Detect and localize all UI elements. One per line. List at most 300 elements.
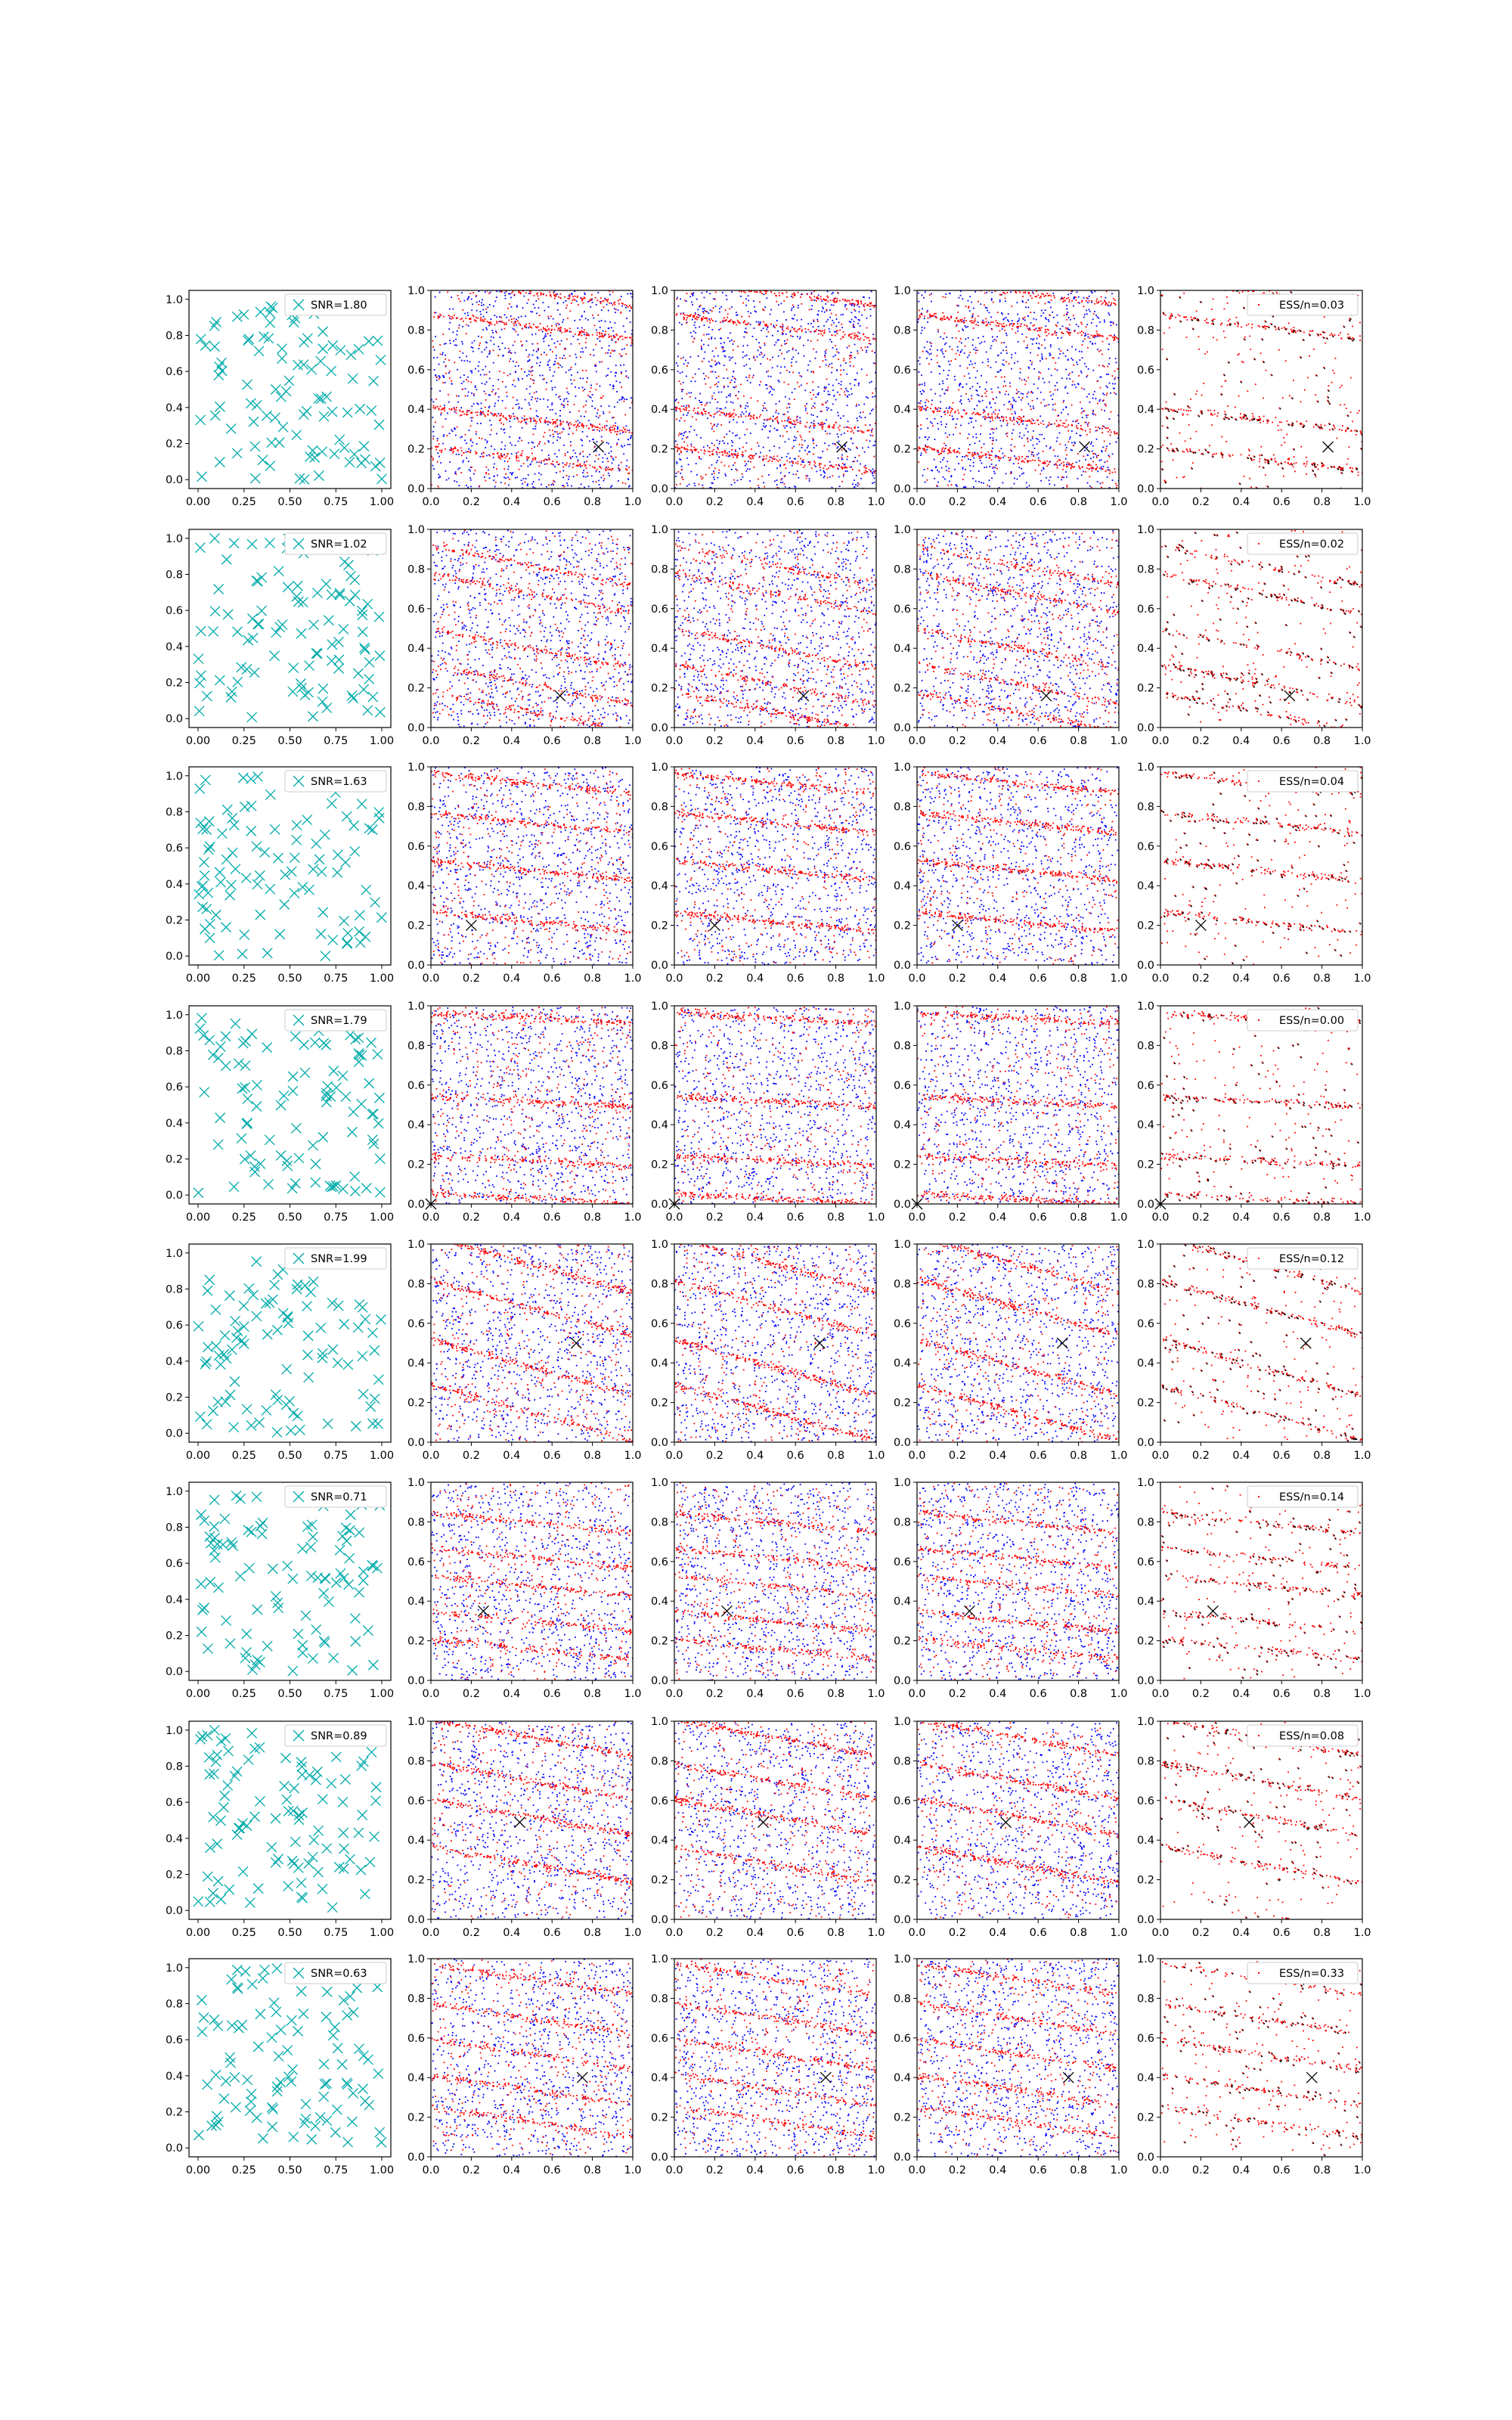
blue-point xyxy=(991,346,993,347)
red-point xyxy=(925,451,927,453)
red-point xyxy=(847,430,848,432)
red-point xyxy=(485,416,486,417)
red-point xyxy=(610,432,612,433)
red-point xyxy=(590,387,592,389)
blue-point xyxy=(455,471,457,473)
red-point xyxy=(623,427,624,429)
red-point xyxy=(451,316,453,318)
red-point xyxy=(788,383,789,385)
blue-point xyxy=(511,474,513,476)
blue-point xyxy=(750,433,751,434)
red-point xyxy=(859,455,860,457)
red-point xyxy=(733,416,734,417)
red-point xyxy=(708,286,710,287)
blue-point xyxy=(507,469,509,470)
red-point xyxy=(719,288,720,290)
red-point xyxy=(481,287,482,289)
blue-point xyxy=(835,399,837,401)
blue-point xyxy=(1038,371,1040,373)
blue-point xyxy=(828,383,829,385)
red-point xyxy=(773,458,774,460)
red-point xyxy=(533,324,534,325)
blue-point xyxy=(677,463,678,464)
red-point xyxy=(835,345,836,346)
red-point xyxy=(1085,471,1086,473)
red-point xyxy=(742,451,744,453)
red-point xyxy=(699,484,700,486)
red-point xyxy=(857,332,859,334)
blue-point xyxy=(758,342,760,343)
blue-point xyxy=(1070,358,1072,359)
sample-point xyxy=(250,473,260,483)
blue-point xyxy=(466,360,468,361)
blue-point xyxy=(769,392,770,394)
red-point xyxy=(804,465,806,467)
blue-point xyxy=(977,383,978,384)
red-point xyxy=(919,446,920,448)
blue-point xyxy=(720,392,722,393)
blue-point xyxy=(739,438,741,439)
blue-point xyxy=(801,326,802,327)
red-point xyxy=(460,351,461,352)
blue-point xyxy=(1012,354,1013,355)
red-point xyxy=(680,281,681,282)
blue-point xyxy=(967,357,968,358)
blue-point xyxy=(512,384,513,386)
red-point xyxy=(591,299,593,300)
red-point xyxy=(575,424,576,426)
blue-point xyxy=(1086,414,1087,416)
red-point xyxy=(614,304,615,306)
blue-point xyxy=(582,472,584,473)
red-point xyxy=(457,284,459,286)
blue-point xyxy=(817,423,819,424)
blue-point xyxy=(1084,335,1086,337)
blue-point xyxy=(569,476,570,477)
blue-point xyxy=(489,405,491,407)
blue-point xyxy=(742,352,744,353)
blue-point xyxy=(1018,397,1020,399)
red-point xyxy=(869,469,870,470)
blue-point xyxy=(740,296,742,297)
red-point xyxy=(683,282,684,284)
red-point xyxy=(533,383,534,384)
red-point xyxy=(711,359,713,361)
red-point xyxy=(841,467,842,468)
blue-point xyxy=(553,436,554,438)
blue-point xyxy=(990,316,992,318)
red-point xyxy=(713,449,714,451)
blue-point xyxy=(1101,450,1102,451)
blue-point xyxy=(591,405,593,407)
blue-point xyxy=(1063,476,1064,478)
red-point xyxy=(801,436,802,438)
blue-point xyxy=(491,413,493,414)
red-point xyxy=(503,424,504,425)
blue-point xyxy=(516,324,517,326)
red-point xyxy=(441,451,442,453)
red-point xyxy=(1005,298,1006,299)
blue-point xyxy=(1041,434,1043,436)
blue-point xyxy=(686,458,688,459)
red-point xyxy=(820,296,822,297)
red-point xyxy=(792,296,794,298)
sample-point xyxy=(348,374,358,383)
blue-point xyxy=(711,366,712,368)
blue-point xyxy=(1092,292,1093,293)
blue-point xyxy=(755,453,757,455)
blue-point xyxy=(528,374,530,375)
blue-point xyxy=(557,340,559,342)
blue-point xyxy=(529,393,531,395)
red-point xyxy=(684,299,686,301)
red-point xyxy=(767,461,769,462)
blue-point xyxy=(1014,455,1015,457)
blue-point xyxy=(774,480,776,482)
blue-point xyxy=(984,341,986,343)
blue-point xyxy=(614,308,615,309)
blue-point xyxy=(440,414,442,415)
red-point xyxy=(584,465,586,467)
blue-point xyxy=(1029,327,1030,329)
red-point xyxy=(809,461,810,463)
red-point xyxy=(681,389,683,390)
red-point xyxy=(446,435,448,436)
red-point xyxy=(797,382,798,383)
blue-point xyxy=(677,355,679,357)
blue-point xyxy=(510,426,512,427)
blue-point xyxy=(438,375,440,377)
red-point xyxy=(764,419,766,420)
blue-point xyxy=(745,298,747,299)
red-point xyxy=(541,417,542,419)
blue-point xyxy=(585,347,587,349)
blue-point xyxy=(448,478,450,479)
blue-point xyxy=(626,399,627,400)
red-point xyxy=(943,333,945,334)
scatter-points xyxy=(431,280,634,490)
blue-point xyxy=(753,375,754,377)
blue-point xyxy=(858,405,860,406)
blue-point xyxy=(532,355,534,356)
red-point xyxy=(1039,336,1040,337)
blue-point xyxy=(681,398,683,399)
blue-point xyxy=(556,358,557,359)
red-point xyxy=(839,330,841,331)
red-point xyxy=(854,304,856,306)
red-point xyxy=(617,431,618,433)
red-point xyxy=(495,414,497,415)
red-point xyxy=(516,456,517,458)
blue-point xyxy=(689,484,690,486)
red-point xyxy=(540,323,541,324)
red-point xyxy=(737,453,739,455)
blue-point xyxy=(934,439,936,440)
red-point xyxy=(833,427,835,429)
blue-point xyxy=(730,393,731,395)
blue-point xyxy=(742,456,744,458)
blue-point xyxy=(592,400,593,402)
blue-point xyxy=(606,467,607,468)
blue-point xyxy=(993,433,994,434)
red-point xyxy=(748,322,749,324)
blue-point xyxy=(533,428,534,430)
blue-point xyxy=(1012,397,1014,399)
red-point xyxy=(812,381,813,383)
red-point xyxy=(621,336,623,337)
blue-point xyxy=(1088,337,1089,338)
red-point xyxy=(707,282,708,284)
blue-point xyxy=(583,476,584,477)
red-point xyxy=(483,456,485,458)
blue-point xyxy=(829,394,831,396)
blue-point xyxy=(701,402,702,403)
blue-point xyxy=(960,396,962,397)
blue-point xyxy=(937,408,938,410)
blue-point xyxy=(826,321,827,322)
red-point xyxy=(866,374,868,376)
red-point xyxy=(624,429,625,430)
blue-point xyxy=(748,311,749,312)
red-point xyxy=(432,438,434,439)
red-point xyxy=(559,343,561,345)
blue-point xyxy=(937,470,938,471)
blue-point xyxy=(447,412,448,414)
blue-point xyxy=(791,296,792,297)
red-point xyxy=(864,309,866,311)
red-point xyxy=(522,420,523,422)
blue-point xyxy=(1027,347,1028,349)
red-point xyxy=(701,404,702,405)
red-point xyxy=(536,293,538,295)
blue-point xyxy=(448,328,450,330)
blue-point xyxy=(758,445,760,447)
blue-point xyxy=(676,362,677,364)
blue-point xyxy=(1054,484,1055,486)
red-point xyxy=(823,360,824,361)
blue-point xyxy=(820,470,821,471)
blue-point xyxy=(847,405,848,406)
red-point xyxy=(790,335,792,337)
posterior-scatter-panel xyxy=(407,280,642,508)
red-point xyxy=(847,467,848,469)
blue-point xyxy=(590,385,592,386)
red-point xyxy=(770,417,771,419)
blue-point xyxy=(791,362,792,364)
red-point xyxy=(715,413,717,414)
red-point xyxy=(565,464,567,466)
blue-point xyxy=(468,461,469,462)
blue-point xyxy=(517,334,519,336)
blue-point xyxy=(1067,312,1068,313)
blue-point xyxy=(776,320,778,321)
red-point xyxy=(476,289,477,290)
blue-point xyxy=(576,300,578,302)
red-point xyxy=(819,330,820,331)
red-point xyxy=(437,406,438,408)
blue-point xyxy=(800,420,801,422)
red-point xyxy=(567,404,569,405)
blue-point xyxy=(1057,322,1058,324)
red-point xyxy=(465,396,466,397)
blue-point xyxy=(1064,387,1066,389)
y-tick-label: 0.8 xyxy=(166,330,183,342)
red-point xyxy=(574,380,575,381)
blue-point xyxy=(531,334,533,336)
blue-point xyxy=(770,457,772,458)
red-point xyxy=(565,453,566,455)
blue-point xyxy=(550,380,552,382)
blue-point xyxy=(970,459,971,461)
blue-point xyxy=(975,347,977,349)
red-point xyxy=(559,396,561,397)
blue-point xyxy=(854,316,856,318)
blue-point xyxy=(707,417,708,419)
blue-point xyxy=(835,331,837,333)
blue-point xyxy=(527,460,528,461)
blue-point xyxy=(1106,386,1108,387)
blue-point xyxy=(869,297,870,299)
red-point xyxy=(517,321,519,322)
red-point xyxy=(956,305,958,306)
blue-point xyxy=(949,480,950,482)
red-point xyxy=(829,425,830,427)
red-point xyxy=(779,292,780,293)
blue-point xyxy=(677,365,679,367)
red-point xyxy=(475,412,476,414)
red-point xyxy=(626,337,627,338)
blue-point xyxy=(785,396,786,398)
blue-point xyxy=(1043,468,1045,470)
red-point xyxy=(556,325,557,327)
blue-point xyxy=(500,290,501,292)
red-point xyxy=(732,321,733,322)
red-point xyxy=(784,414,785,415)
red-point xyxy=(676,408,677,409)
blue-point xyxy=(732,376,733,377)
blue-point xyxy=(855,484,857,486)
red-point xyxy=(1114,299,1116,301)
red-point xyxy=(761,476,763,477)
blue-point xyxy=(1079,302,1080,304)
blue-point xyxy=(874,445,875,446)
red-point xyxy=(835,315,837,316)
red-point xyxy=(690,449,692,451)
red-point xyxy=(720,285,722,287)
red-point xyxy=(519,292,521,293)
blue-point xyxy=(486,342,488,343)
red-point xyxy=(1073,445,1074,446)
blue-point xyxy=(613,459,615,461)
blue-point xyxy=(623,453,624,455)
blue-point xyxy=(725,475,727,476)
red-point xyxy=(581,335,583,337)
red-point xyxy=(723,412,725,414)
blue-point xyxy=(1044,340,1046,341)
blue-point xyxy=(969,401,971,402)
red-point xyxy=(702,413,703,414)
red-point xyxy=(525,292,527,293)
red-point xyxy=(433,281,435,282)
red-point xyxy=(861,473,863,475)
blue-point xyxy=(770,386,772,388)
red-point xyxy=(1064,299,1066,301)
red-point xyxy=(791,365,792,367)
blue-point xyxy=(686,486,688,487)
blue-point xyxy=(581,416,582,417)
blue-point xyxy=(940,402,941,403)
blue-point xyxy=(681,466,683,467)
blue-point xyxy=(985,307,987,309)
red-point xyxy=(850,357,852,358)
blue-point xyxy=(573,476,575,477)
red-point xyxy=(729,455,730,456)
blue-point xyxy=(821,311,823,312)
blue-point xyxy=(1097,481,1098,482)
red-point xyxy=(779,295,780,296)
red-point xyxy=(795,424,796,425)
blue-point xyxy=(1089,393,1090,395)
blue-point xyxy=(1037,439,1039,440)
blue-point xyxy=(510,297,512,299)
blue-point xyxy=(807,340,809,341)
blue-point xyxy=(1018,467,1020,468)
blue-point xyxy=(981,375,982,377)
blue-point xyxy=(1087,424,1089,425)
blue-point xyxy=(585,476,587,478)
blue-point xyxy=(502,343,503,344)
red-point xyxy=(453,448,454,450)
blue-point xyxy=(470,440,472,442)
red-point xyxy=(585,411,587,413)
blue-point xyxy=(593,349,594,351)
red-point xyxy=(766,458,767,460)
red-point xyxy=(513,397,514,399)
blue-point xyxy=(562,358,563,359)
blue-point xyxy=(704,310,705,312)
blue-point xyxy=(866,349,867,351)
blue-point xyxy=(487,306,488,308)
blue-point xyxy=(870,309,872,310)
blue-point xyxy=(467,315,469,316)
blue-point xyxy=(1106,374,1108,375)
blue-point xyxy=(1040,480,1042,482)
red-point xyxy=(566,388,568,389)
blue-point xyxy=(704,297,705,299)
blue-point xyxy=(844,445,846,447)
red-point xyxy=(472,286,473,287)
blue-point xyxy=(505,477,507,479)
blue-point xyxy=(1114,388,1115,389)
blue-point xyxy=(728,395,730,396)
blue-point xyxy=(829,331,831,333)
blue-point xyxy=(1064,445,1066,446)
red-point xyxy=(792,448,793,449)
blue-point xyxy=(683,363,685,365)
red-point xyxy=(763,405,764,407)
red-point xyxy=(1083,306,1085,307)
blue-point xyxy=(1005,433,1007,435)
blue-point xyxy=(690,426,692,427)
red-point xyxy=(507,375,509,377)
red-point xyxy=(546,389,547,390)
red-point xyxy=(711,288,712,290)
red-point xyxy=(505,417,507,419)
blue-point xyxy=(536,401,538,402)
red-point xyxy=(708,377,709,379)
blue-point xyxy=(1045,309,1046,311)
blue-point xyxy=(603,330,604,332)
